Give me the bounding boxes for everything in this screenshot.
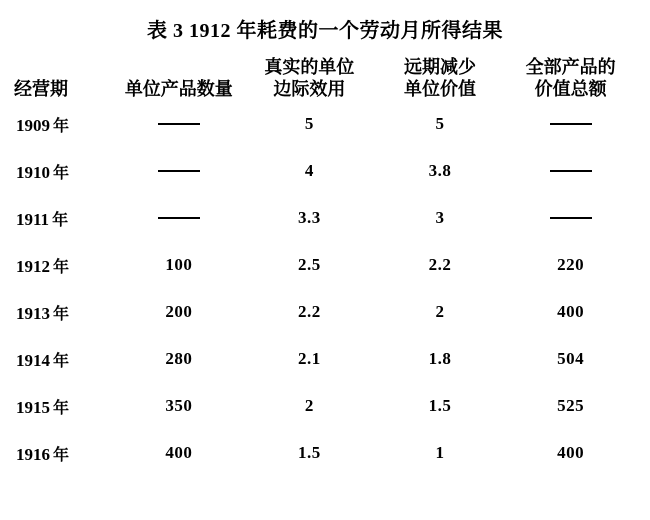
results-table — [14, 57, 636, 477]
cell-quantity — [114, 289, 245, 336]
cell-marginal-utility — [244, 101, 375, 148]
cell-total-value — [505, 430, 636, 477]
cell-total-value — [505, 383, 636, 430]
table-row — [14, 195, 636, 242]
cell-future-value-value: 2 — [435, 302, 445, 322]
cell-marginal-utility-value: 2.1 — [298, 349, 321, 369]
table-body — [14, 101, 636, 477]
period-unit: 年 — [52, 211, 69, 229]
cell-future-value-value: 1.5 — [428, 396, 452, 416]
column-header-quantity — [114, 57, 245, 101]
table-row — [14, 101, 636, 148]
period-unit: 年 — [53, 117, 70, 135]
cell-total-value-value: 504 — [557, 349, 585, 369]
table-row — [14, 148, 636, 195]
period-year: 1915 — [16, 397, 50, 417]
cell-period — [14, 242, 114, 289]
cell-future-value — [375, 101, 506, 148]
column-header-marginal-utility — [244, 57, 375, 101]
cell-period — [14, 148, 114, 195]
cell-marginal-utility-value: 2.5 — [298, 255, 321, 275]
cell-period — [14, 195, 114, 242]
cell-total-value — [505, 101, 636, 148]
cell-future-value-value: 3.8 — [428, 161, 452, 181]
period-unit: 年 — [53, 399, 70, 417]
table-row — [14, 242, 636, 289]
table-row — [14, 336, 636, 383]
cell-period — [14, 289, 114, 336]
cell-future-value-value: 1 — [435, 443, 445, 463]
table-row — [14, 383, 636, 430]
cell-total-value — [505, 336, 636, 383]
empty-dash-icon — [158, 170, 200, 172]
column-header-future-value — [375, 57, 506, 101]
empty-dash-icon — [158, 123, 200, 125]
cell-quantity — [114, 148, 245, 195]
cell-quantity-value: 400 — [165, 443, 193, 463]
cell-future-value-value: 2.2 — [428, 255, 452, 275]
cell-marginal-utility — [244, 242, 375, 289]
cell-total-value — [505, 195, 636, 242]
table-row — [14, 430, 636, 477]
period-year: 1914 — [16, 350, 50, 370]
cell-future-value-value: 5 — [435, 114, 445, 134]
cell-marginal-utility — [244, 430, 375, 477]
cell-quantity — [114, 336, 245, 383]
column-header-future-value-line-1: 远期减少 — [404, 57, 477, 77]
period-year: 1910 — [16, 162, 50, 182]
cell-quantity-value: 280 — [165, 349, 193, 369]
period-year: 1916 — [16, 444, 50, 464]
cell-total-value — [505, 242, 636, 289]
period-unit: 年 — [53, 305, 70, 323]
cell-future-value — [375, 242, 506, 289]
empty-dash-icon — [158, 217, 200, 219]
cell-quantity-value: 350 — [165, 396, 193, 416]
cell-marginal-utility-value: 2 — [304, 396, 314, 416]
cell-total-value — [505, 148, 636, 195]
column-header-total-value-line-2: 价值总额 — [534, 78, 607, 99]
cell-future-value — [375, 336, 506, 383]
cell-marginal-utility — [244, 148, 375, 195]
cell-period — [14, 101, 114, 148]
period-unit: 年 — [53, 258, 70, 276]
period-unit: 年 — [53, 352, 70, 370]
empty-dash-icon — [550, 123, 592, 125]
column-header-quantity-line-1: 单位产品数量 — [124, 78, 233, 99]
cell-quantity — [114, 383, 245, 430]
cell-marginal-utility-value: 2.2 — [298, 302, 321, 322]
cell-period — [14, 383, 114, 430]
empty-dash-icon — [550, 217, 592, 219]
period-year: 1909 — [16, 115, 50, 135]
cell-future-value-value: 3 — [435, 208, 445, 228]
cell-quantity — [114, 195, 245, 242]
table-header — [14, 57, 636, 101]
period-year: 1911 — [16, 209, 50, 229]
cell-marginal-utility-value: 5 — [304, 114, 314, 134]
cell-total-value — [505, 289, 636, 336]
cell-total-value-value: 400 — [557, 302, 585, 322]
cell-marginal-utility-value: 4 — [304, 161, 314, 181]
cell-quantity-value: 200 — [165, 302, 193, 322]
cell-period — [14, 430, 114, 477]
column-header-future-value-line-2: 单位价值 — [404, 78, 477, 99]
cell-marginal-utility-value: 3.3 — [298, 208, 321, 228]
table-caption: 表 3 1912 年耗费的一个劳动月所得结果 — [147, 20, 503, 42]
cell-future-value-value: 1.8 — [428, 349, 452, 369]
cell-quantity — [114, 242, 245, 289]
cell-marginal-utility-value: 1.5 — [298, 443, 321, 463]
period-year: 1913 — [16, 303, 50, 323]
period-unit: 年 — [53, 164, 70, 182]
cell-future-value — [375, 289, 506, 336]
column-header-total-value-line-1: 全部产品的 — [525, 57, 616, 77]
column-header-marginal-utility-line-1: 真实的单位 — [264, 57, 355, 77]
empty-dash-icon — [550, 170, 592, 172]
column-header-marginal-utility-line-2: 边际效用 — [273, 78, 346, 99]
cell-total-value-value: 220 — [557, 255, 585, 275]
cell-marginal-utility — [244, 383, 375, 430]
cell-marginal-utility — [244, 195, 375, 242]
cell-future-value — [375, 148, 506, 195]
column-header-period-line-1: 经营期 — [14, 78, 68, 99]
cell-period — [14, 336, 114, 383]
table-row — [14, 289, 636, 336]
column-header-period — [14, 57, 114, 101]
cell-total-value-value: 525 — [557, 396, 585, 416]
cell-quantity-value: 100 — [165, 255, 193, 275]
cell-future-value — [375, 195, 506, 242]
cell-future-value — [375, 383, 506, 430]
cell-quantity — [114, 101, 245, 148]
period-year: 1912 — [16, 256, 50, 276]
cell-marginal-utility — [244, 289, 375, 336]
cell-marginal-utility — [244, 336, 375, 383]
header-row — [14, 57, 636, 101]
cell-future-value — [375, 430, 506, 477]
cell-quantity — [114, 430, 245, 477]
period-unit: 年 — [53, 446, 70, 464]
column-header-total-value — [505, 57, 636, 101]
cell-total-value-value: 400 — [557, 443, 585, 463]
